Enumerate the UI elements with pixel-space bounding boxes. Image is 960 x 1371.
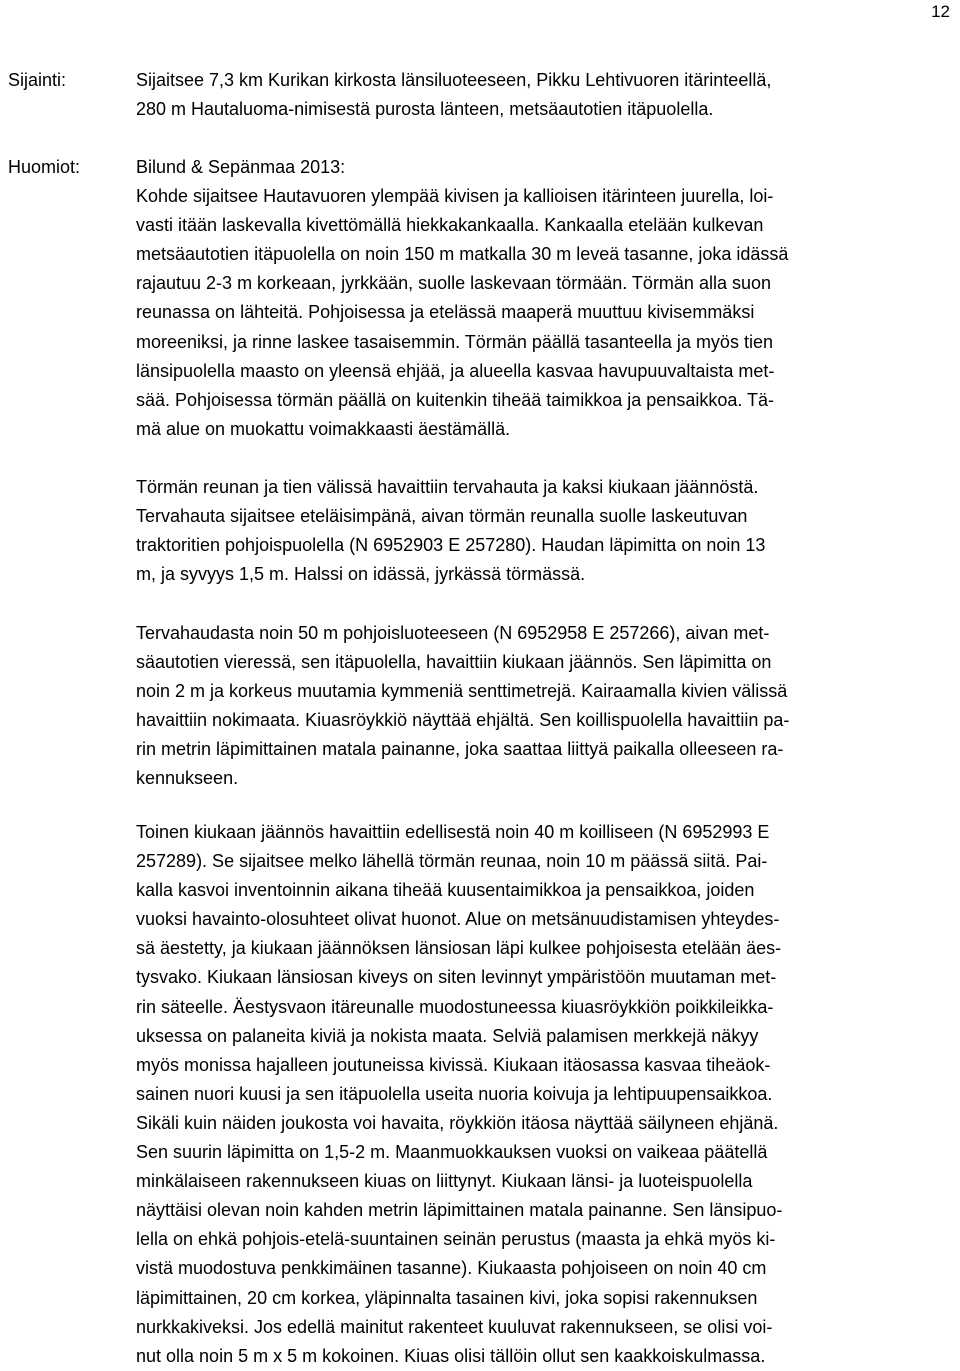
paragraph-line: nut olla noin 5 m x 5 m kokoinen. Kiuas olisi tällöin ollut sen kaakkoiskulmassa. [136, 1345, 766, 1366]
paragraph-line: Sikäli kuin näiden joukosta voi havaita, röykkiön itäosa näyttää säilyneen ehjänä. [136, 1112, 779, 1133]
paragraph-line: kennukseen. [136, 768, 239, 789]
paragraph-line: sä äestetty, ja kiukaan jäännöksen länsiosan läpi kulkee pohjoisesta etelään äes- [136, 938, 782, 959]
paragraph-line: säautotien vieressä, sen itäpuolella, havaittiin kiukaan jäännös. Sen läpimitta on [136, 652, 772, 673]
paragraph-line: reunassa on lähteitä. Pohjoisessa ja etelässä maaperä muuttuu kivisemmäksi [136, 302, 755, 323]
paragraph-line: Tervahauta sijaitsee eteläisimpänä, aivan törmän reunalla suolle laskeutuvan [136, 506, 748, 527]
paragraph-line: rin metrin läpimittainen matala painanne, joka saattaa liittyä paikalla olleeseen ra- [136, 739, 784, 760]
paragraph-line: uksessa on palaneita kiviä ja nokista maata. Selviä palamisen merkkejä näkyy [136, 1025, 759, 1046]
huomiot-paragraph-2 [136, 473, 956, 589]
sijainti-text [136, 66, 956, 124]
paragraph-line: moreeniksi, ja rinne laskee tasaisemmin. Törmän päällä tasanteella ja myös tien [136, 331, 773, 352]
paragraph-line: Toinen kiukaan jäännös havaittiin edellisestä noin 40 m koilliseen (N 6952993 E [136, 822, 770, 842]
paragraph-line: metsäautotien itäpuolella on noin 150 m matkalla 30 m leveä tasanne, joka idässä [136, 244, 789, 265]
paragraph-line: rajautuu 2-3 m korkeaan, jyrkkään, suolle laskevaan törmään. Törmän alla suon [136, 273, 772, 294]
paragraph-line: länsipuolella maasto on yleensä ehjää, ja alueella kasvaa havupuuvaltaista met- [136, 360, 775, 381]
paragraph-line: vistä muodostuva penkkimäinen tasanne). Kiukaasta pohjoiseen on noin 40 cm [136, 1258, 767, 1279]
paragraph-line: myös monissa hajalleen joutuneissa kivissä. Kiukaan itäosassa kasvaa tiheäok- [136, 1054, 771, 1075]
paragraph-line: sainen nuori kuusi ja sen itäpuolella useita nuoria koivuja ja lehtipuupensaikkoa. [136, 1083, 773, 1104]
paragraph-line: Törmän reunan ja tien välissä havaittiin tervahauta ja kaksi kiukaan jäännöstä. [136, 477, 759, 497]
paragraph-line: m, ja syvyys 1,5 m. Halssi on idässä, jyrkässä törmässä. [136, 564, 586, 585]
huomiot-paragraph-4 [136, 818, 956, 1371]
paragraph-line: lella on ehkä pohjois-etelä-suuntainen seinän perustus (maasta ja ehkä myös ki- [136, 1229, 776, 1250]
paragraph-line: noin 2 m ja korkeus muutamia kymmeniä senttimetrejä. Kairaamalla kivien välissä [136, 681, 788, 702]
paragraph-line: minkälaiseen rakennukseen kiuas on liittynyt. Kiukaan länsi- ja luoteispuolella [136, 1171, 753, 1192]
paragraph-line: näyttäisi olevan noin kahden metrin läpimittainen matala painanne. Sen länsipuo- [136, 1200, 783, 1221]
paragraph-line: vuoksi havainto-olosuhteet olivat huonot. Alue on metsänuudistamisen yhteydes- [136, 909, 780, 930]
paragraph-line: läpimittainen, 20 cm korkea, yläpinnalta tasainen kivi, joka sopisi rakennuksen [136, 1287, 758, 1308]
sijainti-line: 280 m Hautaluoma-nimisestä purosta länteen, metsäautotien itäpuolella. [136, 99, 714, 120]
huomiot-paragraph-3 [136, 619, 956, 794]
page-number: 12 [931, 2, 950, 21]
paragraph-line: Tervahaudasta noin 50 m pohjoisluoteeseen (N 6952958 E 257266), aivan met- [136, 623, 770, 643]
sijainti-label: Sijainti: [8, 70, 67, 90]
paragraph-line: rin säteelle. Äestysvaon itäreunalle muodostuneessa kiuasröykkiön poikkileikka- [136, 996, 774, 1017]
paragraph-line: tysvako. Kiukaan länsiosan kiveys on siten levinnyt ympäristöön muutaman met- [136, 967, 777, 988]
paragraph-line: Sen suurin läpimitta on 1,5-2 m. Maanmuokkauksen vuoksi on vaikeaa päätellä [136, 1142, 768, 1163]
huomiot-paragraph-1 [136, 153, 956, 444]
paragraph-line: sää. Pohjoisessa törmän päällä on kuitenkin tiheää taimikkoa ja pensaikkoa. Tä- [136, 389, 775, 410]
paragraph-line: 257289). Se sijaitsee melko lähellä törmän reunaa, noin 10 m päässä siitä. Pai- [136, 851, 768, 872]
huomiot-label: Huomiot: [8, 157, 81, 177]
paragraph-line: vasti itään laskevalla kivettömällä hiekkakankaalla. Kankaalla etelään kulkevan [136, 215, 764, 236]
paragraph-line: Kohde sijaitsee Hautavuoren ylempää kivisen ja kallioisen itärinteen juurella, loi- [136, 186, 774, 207]
paragraph-line: traktoritien pohjoispuolella (N 6952903 E 257280). Haudan läpimitta on noin 13 [136, 535, 766, 556]
paragraph-line: Bilund & Sepänmaa 2013: [136, 157, 346, 177]
sijainti-line: Sijaitsee 7,3 km Kurikan kirkosta länsiluoteeseen, Pikku Lehtivuoren itärinteellä, [136, 70, 772, 90]
paragraph-line: mä alue on muokattu voimakkaasti äestämällä. [136, 418, 511, 439]
paragraph-line: kalla kasvoi inventoinnin aikana tiheää kuusentaimikkoa ja pensaikkoa, joiden [136, 880, 755, 901]
paragraph-line: nurkkakiveksi. Jos edellä mainitut rakenteet kuuluvat rakennukseen, se olisi voi- [136, 1316, 773, 1337]
paragraph-line: havaittiin nokimaata. Kiuasröykkiö näyttää ehjältä. Sen koillispuolella havaittiin pa- [136, 710, 790, 731]
